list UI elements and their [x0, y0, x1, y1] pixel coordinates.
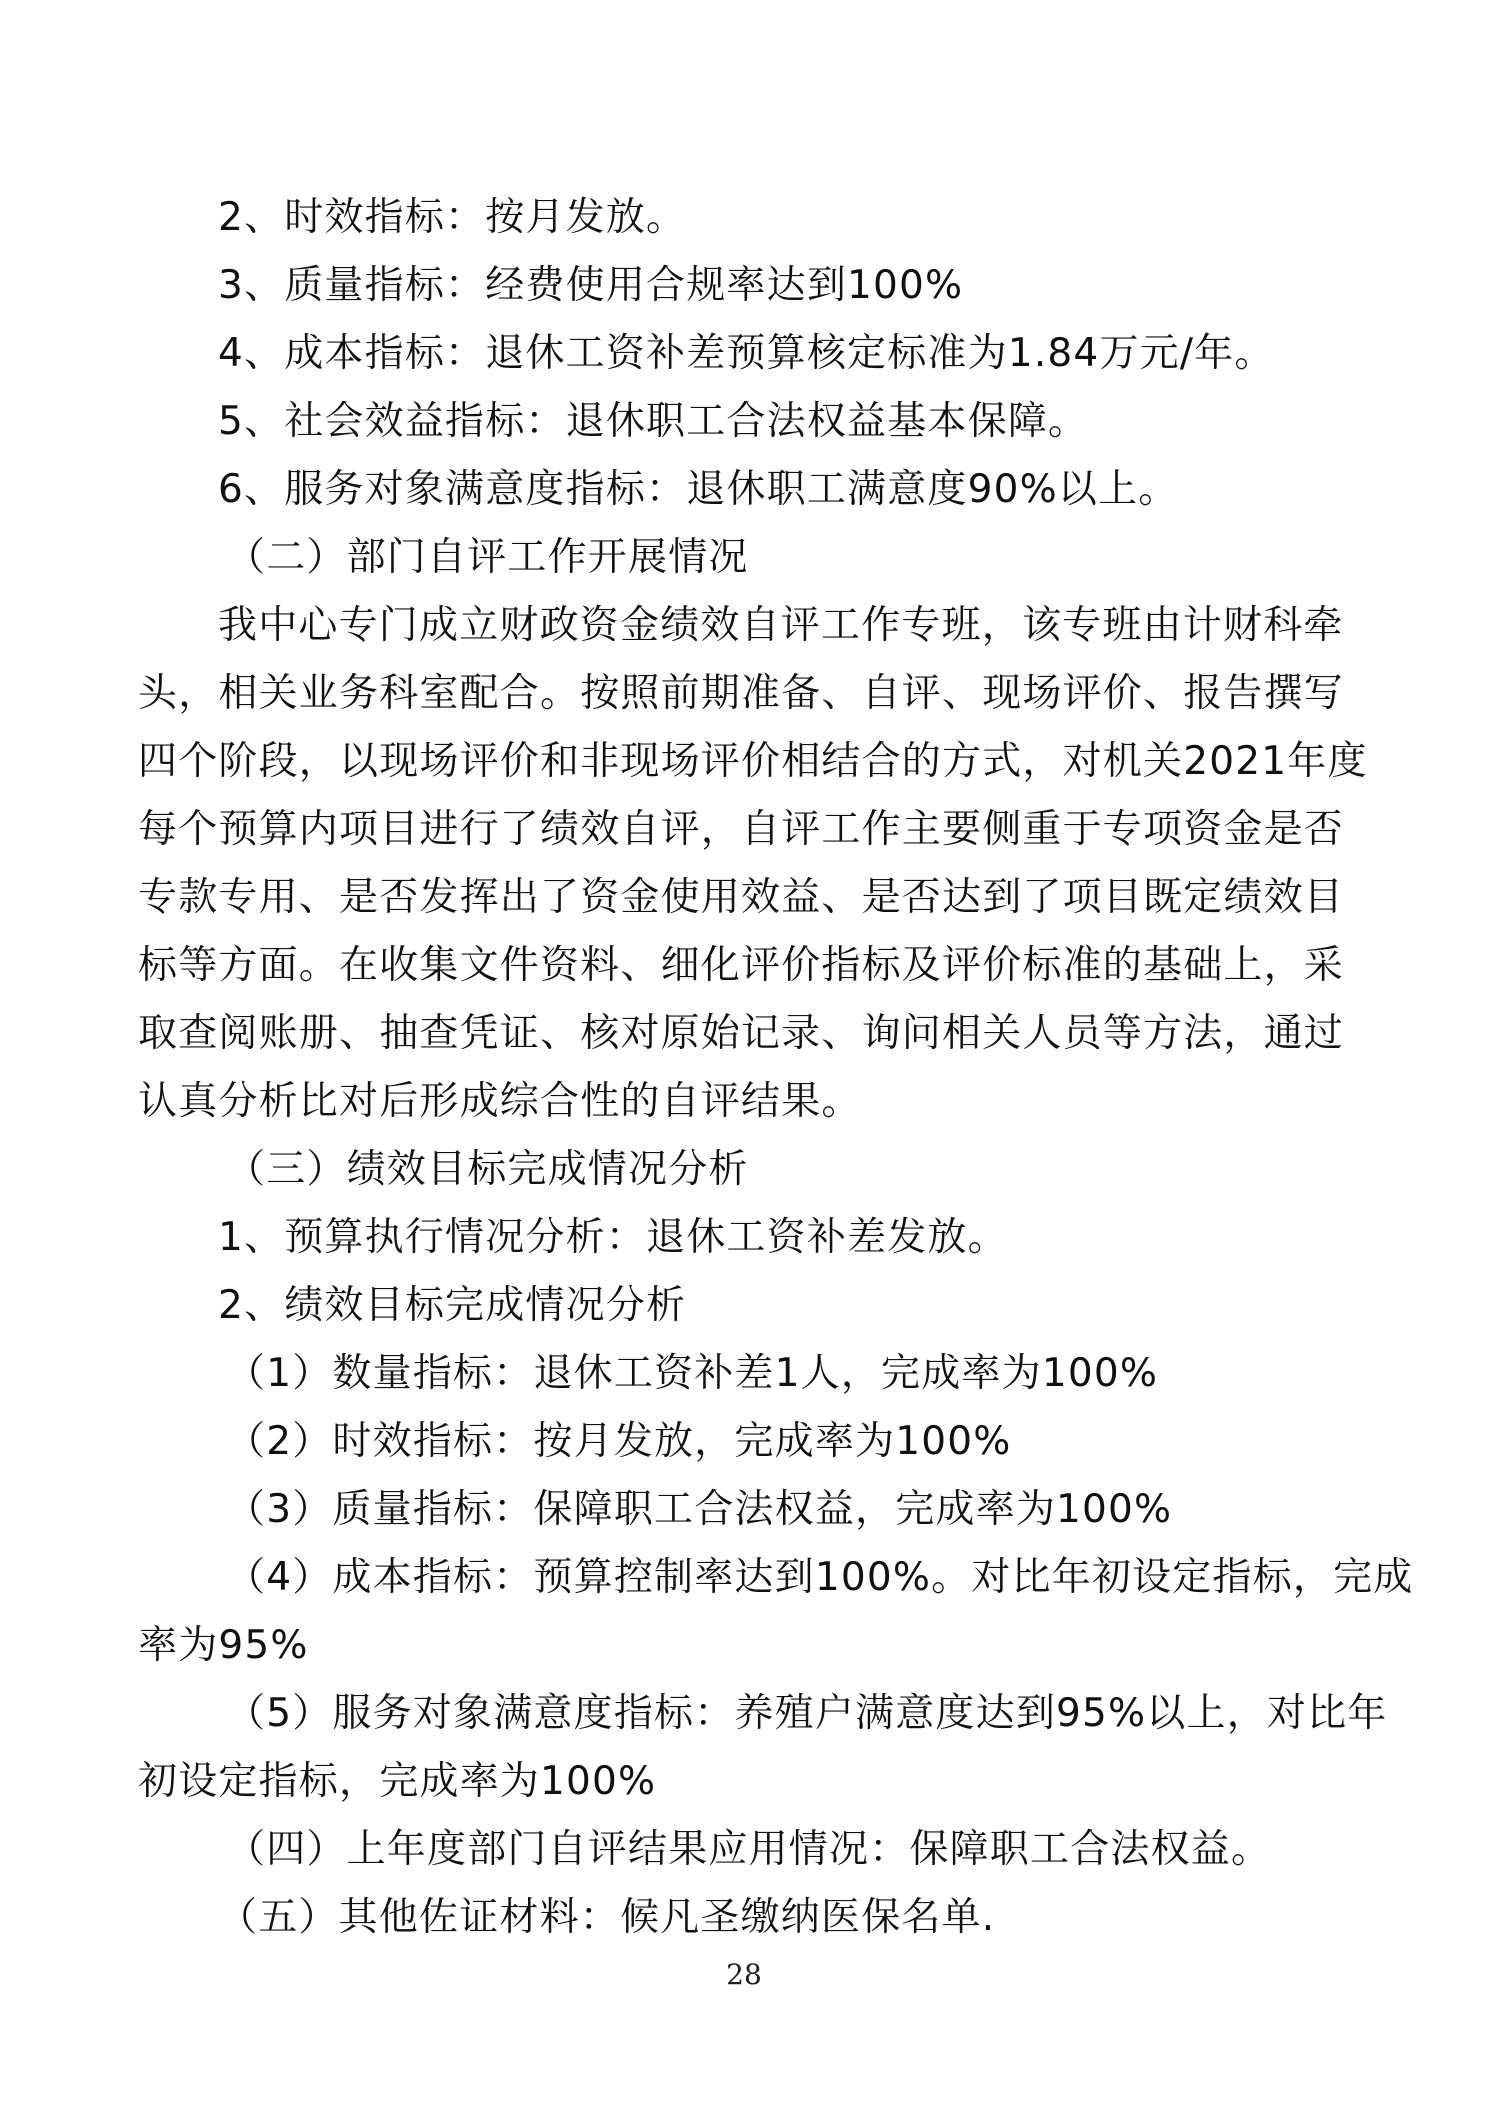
goal-completion-heading: 2、绩效目标完成情况分析 [218, 1283, 687, 1328]
indicator-timeliness: 2、时效指标：按月发放。 [218, 195, 687, 240]
section-heading-goal-analysis: （三）绩效目标完成情况分析 [226, 1147, 749, 1192]
item-quantity-indicator: （1）数量指标：退休工资补差1人，完成率为100% [226, 1351, 1159, 1396]
body-paragraph-line: 取查阅账册、抽查凭证、核对原始记录、询问相关人员等方法，通过 [138, 1011, 1345, 1056]
item-timeliness-indicator: （2）时效指标：按月发放，完成率为100% [226, 1419, 1012, 1464]
body-paragraph-line: 认真分析比对后形成综合性的自评结果。 [138, 1079, 862, 1124]
indicator-social-benefit: 5、社会效益指标：退休职工合法权益基本保障。 [218, 399, 1089, 444]
body-paragraph-line: 头，相关业务科室配合。按照前期准备、自评、现场评价、报告撰写 [138, 671, 1345, 716]
budget-execution-analysis: 1、预算执行情况分析：退休工资补差发放。 [218, 1215, 1008, 1260]
indicator-quality: 3、质量指标：经费使用合规率达到100% [218, 263, 964, 308]
body-paragraph-line: 每个预算内项目进行了绩效自评，自评工作主要侧重于专项资金是否 [138, 807, 1345, 852]
item-satisfaction-indicator-continued: 初设定指标，完成率为100% [138, 1759, 657, 1804]
indicator-satisfaction: 6、服务对象满意度指标：退休职工满意度90%以上。 [218, 467, 1179, 512]
section-heading-supporting-materials: （五）其他佐证材料：候凡圣缴纳医保名单. [218, 1895, 996, 1940]
section-heading-self-evaluation: （二）部门自评工作开展情况 [226, 535, 749, 580]
indicator-cost: 4、成本指标：退休工资补差预算核定标准为1.84万元/年。 [218, 331, 1275, 376]
item-cost-indicator-continued: 率为95% [138, 1623, 309, 1668]
body-paragraph-line: 四个阶段，以现场评价和非现场评价相结合的方式，对机关2021年度 [138, 739, 1368, 784]
body-paragraph-line: 标等方面。在收集文件资料、细化评价指标及评价标准的基础上，采 [138, 943, 1345, 988]
page-number: 28 [726, 1958, 762, 1991]
body-paragraph-line: 专款专用、是否发挥出了资金使用效益、是否达到了项目既定绩效目 [138, 875, 1345, 920]
item-quality-indicator: （3）质量指标：保障职工合法权益，完成率为100% [226, 1487, 1173, 1532]
item-cost-indicator: （4）成本指标：预算控制率达到100%。对比年初设定指标，完成 [226, 1555, 1414, 1600]
item-satisfaction-indicator: （5）服务对象满意度指标：养殖户满意度达到95%以上，对比年 [226, 1691, 1388, 1736]
section-heading-prior-year-results: （四）上年度部门自评结果应用情况：保障职工合法权益。 [226, 1827, 1272, 1872]
body-paragraph-line: 我中心专门成立财政资金绩效自评工作专班，该专班由计财科牵 [218, 603, 1344, 648]
